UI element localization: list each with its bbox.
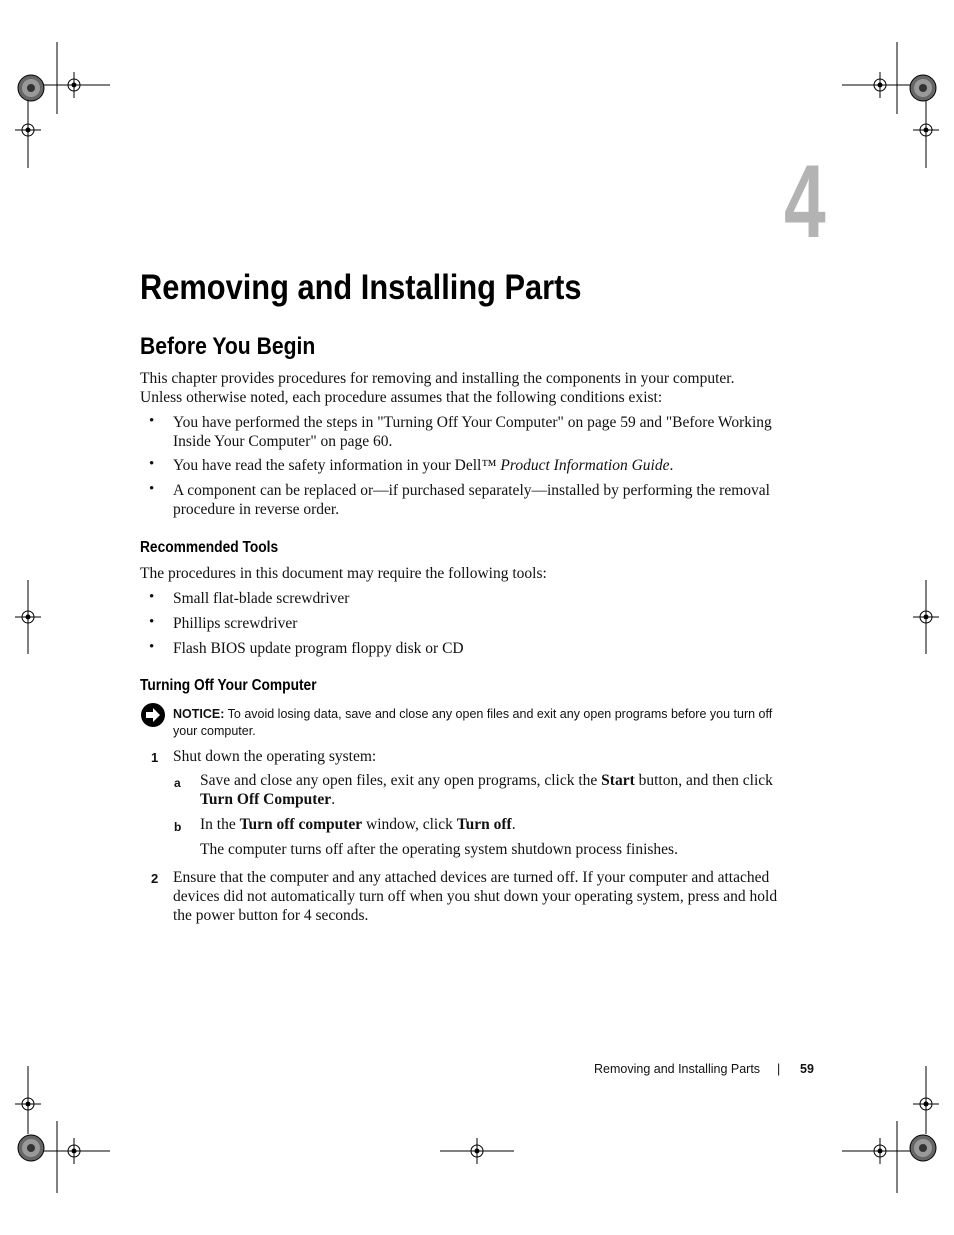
substep-letter: b [174,820,182,834]
bullet-icon: • [149,456,155,472]
registration-mark-icon [867,1138,893,1164]
step-number: 1 [151,750,159,765]
registration-mark-icon [61,72,87,98]
bullet-icon: • [149,614,155,630]
section-intro: This chapter provides procedures for removing and installing the components in your computer. Unless otherwise noted, each procedure assumes that the following conditions exist: [140,370,735,406]
substep-text: Save and close any open files, exit any open programs, click the Start button, and then click Turn Off Computer. [200,772,773,808]
registration-mark-icon [61,1138,87,1164]
section-title: Before You Begin [140,333,316,360]
star-target-icon [910,1135,936,1161]
tool-item: Small flat-blade screwdriver [173,590,350,607]
step-text: Ensure that the computer and any attached devices are turned off. If your computer and attached devices did not automatically turn off when you shut down your operating system, press and hold the power button for 4 seconds. [173,869,778,924]
registration-mark-icon [464,1138,490,1164]
registration-mark-icon [913,604,939,630]
notice-message: NOTICE: To avoid losing data, save and close any open files and exit any open programs before you turn off your computer. [173,707,773,738]
bullet-icon: • [149,413,155,429]
registration-mark-icon [15,1091,41,1117]
substep-note: The computer turns off after the operating system shutdown process finishes. [200,841,678,858]
condition-item: A component can be replaced or—if purchased separately—installed by performing the removal procedure in reverse order. [173,482,770,518]
condition-item: You have read the safety information in your Dell™ Product Information Guide. [173,457,674,474]
condition-item: You have performed the steps in "Turning Off Your Computer" on page 59 and "Before Working Inside Your Computer" on page 60. [173,414,772,450]
bullet-icon: • [149,589,155,605]
substep-text: In the Turn off computer window, click Turn off. [200,816,516,833]
tools-heading: Recommended Tools [140,539,279,556]
step-number: 2 [151,871,159,886]
notice-arrow-icon [140,702,166,728]
page-number: 59 [800,1062,814,1076]
star-target-icon [18,1135,44,1161]
notice-label: NOTICE: [173,707,225,721]
star-target-icon [18,75,44,101]
tool-item: Flash BIOS update program floppy disk or CD [173,640,464,657]
tool-item: Phillips screwdriver [173,615,298,632]
registration-mark-icon [867,72,893,98]
tools-intro: The procedures in this document may require the following tools: [140,565,547,582]
registration-mark-icon [913,1091,939,1117]
bullet-icon: • [149,481,155,497]
registration-mark-icon [913,117,939,143]
registration-mark-icon [15,604,41,630]
footer-separator: | [777,1062,781,1076]
bullet-icon: • [149,639,155,655]
registration-mark-icon [15,117,41,143]
chapter-title: Removing and Installing Parts [140,268,582,307]
step-text: Shut down the operating system: [173,748,377,765]
footer-label: Removing and Installing Parts [594,1062,761,1076]
star-target-icon [910,75,936,101]
shutdown-heading: Turning Off Your Computer [140,677,317,694]
substep-letter: a [174,776,181,790]
chapter-number: 4 [784,144,826,260]
